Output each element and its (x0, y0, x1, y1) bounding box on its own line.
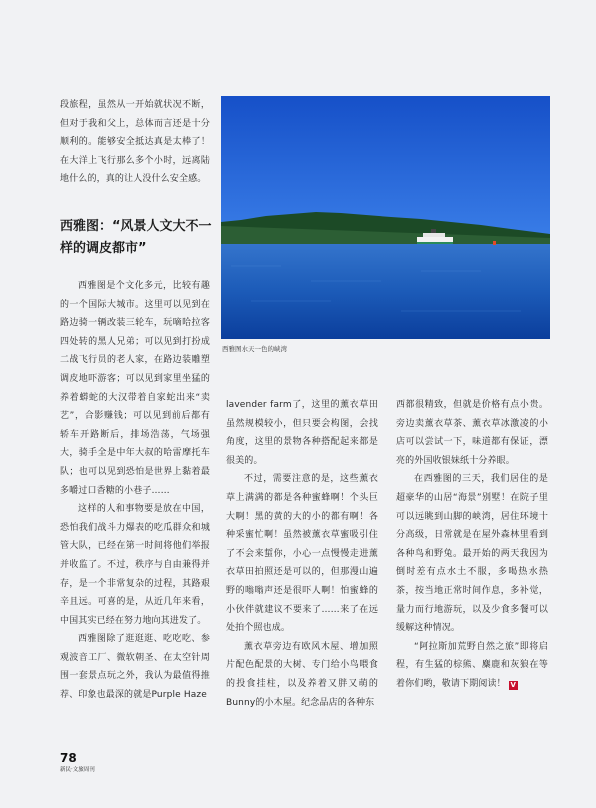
paragraph: 西雅图除了逛逛逛、吃吃吃、参观波音工厂、微软朝圣、在太空针周围一套景点玩之外，我认为最值得推荐、印象也最深的就是Purple Haze (60, 634, 210, 701)
publication-logo: 新民·文旅周刊 (60, 767, 95, 773)
buoy-icon (493, 241, 496, 245)
paragraph: 西雅图是个文化多元，比较有趣的一个国际大城市。这里可以见到在路边骑一辆改装三轮车，玩嘀哈拉客四处转的黑人兄弟；可以见到打扮成二战飞行员的老人家，在路边装雕塑调皮地吓游客；可以见到家里坐猛的养着蟒蛇的大汉带着自家蛇出来“卖艺”，合影赚钱；可以见到前后都有轿车开路断后，排场浩荡，气场强大，骑手全是中年大叔的哈雷摩托车队；也可以见到恐怕是世界上黏着最多嚼过口香糖的小巷子…… (60, 281, 210, 496)
column-1-body (60, 277, 210, 705)
water (221, 244, 550, 339)
paragraph: 西都很精致，但就是价格有点小贵。旁边卖薰衣草茶、薰衣草冰激凌的小店可以尝试一下，味道都有保证，漂亮的外国收银妹纸十分养眼。 (396, 400, 548, 466)
page-number: 78 (60, 751, 77, 765)
paragraph: 这样的人和事物要是放在中国，恐怕我们战斗力爆表的吃瓜群众和城管大队，已经在第一时间将他们举报并收监了。不过，秩序与自由兼得并存，是一个非常复杂的过程，其路艰辛且远。可喜的是，从近几年来看，中国其实已经在努力地向其进发了。 (60, 504, 210, 626)
column-3 (396, 396, 548, 694)
photo-caption: 西雅图水天一色的峡湾 (222, 345, 287, 353)
section-heading: 西雅图：“风景人文大不一样的调皮都市” (60, 219, 212, 256)
paragraph: 在西雅图的三天，我们居住的是超豪华的山居“海景”别墅！在院子里可以远眺到山脚的峡湾，居住环境十分高级，日常就是在屋外森林里看到各种鸟和野兔。最开始的两天我因为倒时差有点水土不服，多喝热水热茶，按当地正常时间作息，多补觉，量力而行地游玩，以及少食多餐可以缓解这种情况。 (396, 474, 548, 634)
column-2 (226, 396, 378, 712)
paragraph: 薰衣草旁边有欧风木屋、增加照片配色配景的大树、专门给小鸟喂食的投食挂柱，以及养着又胖又萌的Bunny的小木屋。纪念品店的各种东 (226, 641, 378, 708)
paragraph (396, 638, 548, 694)
paragraph: lavender farm了，这里的薰衣草田虽然规模较小，但只要会构图，会找角度，这里的景物各种搭配起来都是很美的。 (226, 400, 378, 466)
fjord-photo (221, 96, 550, 339)
paragraph: 不过，需要注意的是，这些薰衣草上满满的都是各种蜜蜂啊！个头巨大啊！黑的黄的大的小的都有啊！各种采蜜忙啊！虽然被薰衣草蜜吸引住了不会来蜇你，小心一点慢慢走进薰衣草田拍照还是可以的，但那漫山遍野的嗡嗡声还是很吓人啊！怕蜜蜂的小伙伴就建议不要来了……来了在远处拍个照也成。 (226, 474, 378, 634)
column-1-intro (60, 96, 210, 189)
paragraph: 段旅程，虽然从一开始就状况不断，但对于我和父上，总体而言还是十分顺利的。能够安全抵达真是太棒了！在大洋上飞行那么多个小时，远离陆地什么的，真的让人没什么安全感。 (60, 100, 210, 185)
end-mark-icon: V (510, 680, 517, 689)
closing-text: “阿拉斯加荒野自然之旅”即将启程，有生猛的棕熊、麋鹿和灰狼在等着你们哟，敬请下期阅读！ (396, 641, 548, 689)
